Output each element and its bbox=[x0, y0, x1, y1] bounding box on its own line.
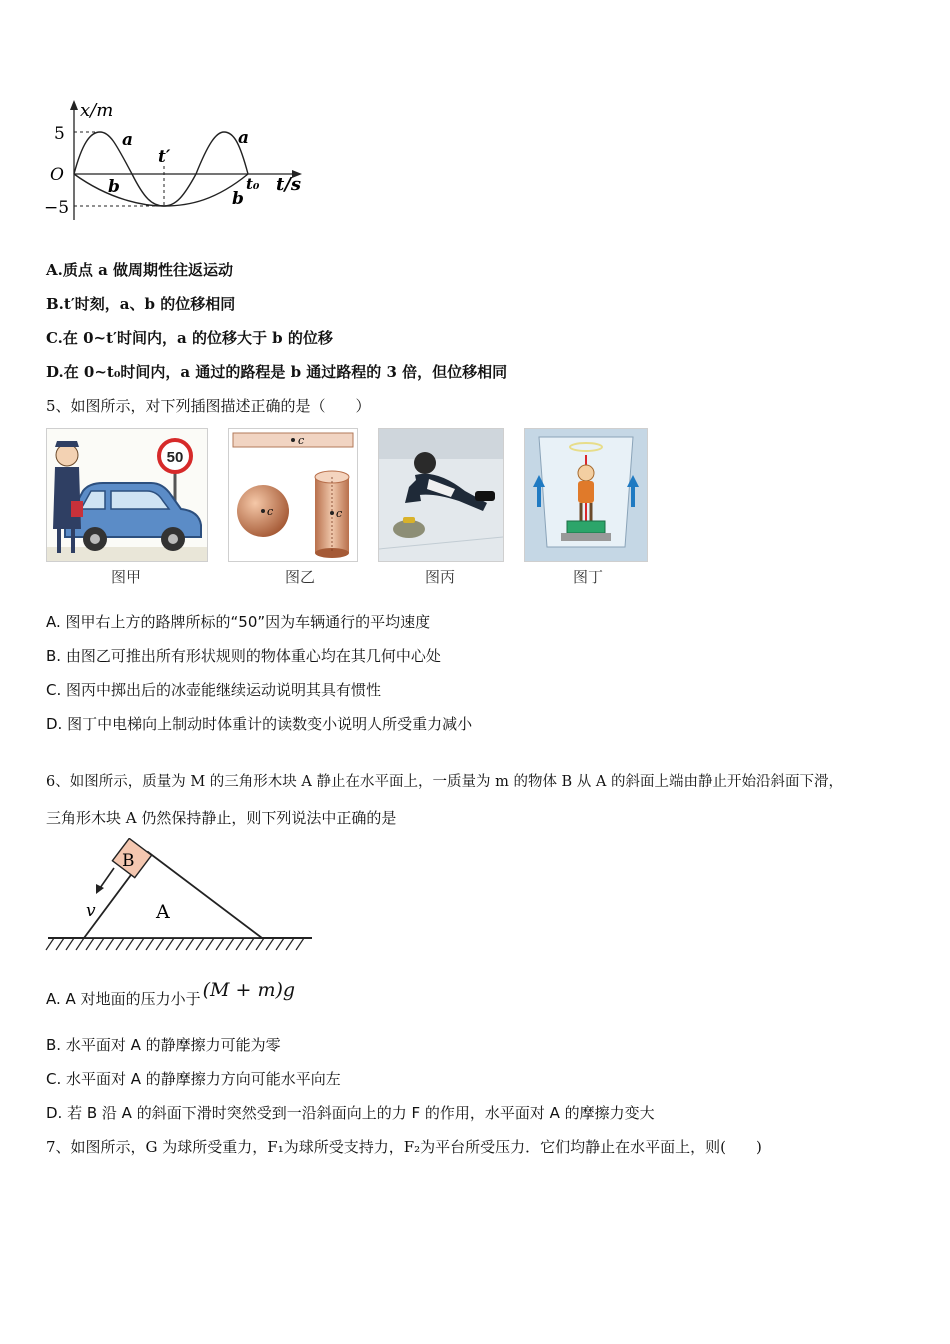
q4-option-c: C.在 0~t′时间内，a 的位移大于 b 的位移 bbox=[46, 329, 333, 347]
wedge-a bbox=[84, 852, 262, 938]
t-zero-label: t₀ bbox=[246, 175, 260, 193]
q6-option-a-formula: (M + m)g bbox=[202, 979, 296, 1001]
x-t-graph bbox=[40, 96, 320, 232]
cylinder-center-label: c bbox=[336, 507, 343, 520]
y-axis-label: x/m bbox=[80, 100, 114, 121]
q4-option-a: A.质点 a 做周期性往返运动 bbox=[46, 261, 234, 279]
q6-option-a-text: A. A 对地面的压力小于 bbox=[46, 990, 201, 1008]
q5-option-d: D. 图丁中电梯向上制动时体重计的读数变小说明人所受重力减小 bbox=[46, 715, 473, 733]
caption-jia: 图甲 bbox=[110, 568, 141, 586]
curve-b bbox=[74, 174, 248, 206]
y-tick-plus5: 5 bbox=[54, 124, 65, 144]
center-of-gravity-illustration bbox=[229, 429, 357, 561]
q7-stem: 7、如图所示，G 为球所受重力，F₁为球所受支持力，F₂为平台所受压力．它们均静止在水平面上，则( ) bbox=[46, 1138, 762, 1156]
figure-yi bbox=[228, 428, 358, 562]
curve-b-label-1: b bbox=[108, 177, 120, 197]
velocity-label: v bbox=[86, 901, 96, 921]
curve-a bbox=[74, 132, 248, 206]
x-axis-label: t/s bbox=[276, 174, 302, 195]
sphere-center-label: c bbox=[267, 505, 274, 518]
figure-jia bbox=[46, 428, 208, 562]
wedge-figure bbox=[44, 838, 320, 956]
rod-center-label: c bbox=[298, 434, 305, 447]
q5-option-a: A. 图甲右上方的路牌所标的“50”因为车辆通行的平均速度 bbox=[46, 613, 431, 631]
q6-option-d: D. 若 B 沿 A 的斜面下滑时突然受到一沿斜面向上的力 F 的作用，水平面对 A 的摩擦力变大 bbox=[46, 1104, 655, 1122]
caption-ding: 图丁 bbox=[572, 568, 603, 586]
velocity-arrowhead-icon bbox=[96, 884, 104, 894]
origin-label: O bbox=[50, 165, 64, 185]
t-prime-label: t′ bbox=[158, 147, 171, 167]
curve-a-label-1: a bbox=[122, 130, 134, 150]
q5-stem: 5、如图所示，对下列插图描述正确的是（ ） bbox=[46, 397, 371, 415]
q6-option-b: B. 水平面对 A 的静摩擦力可能为零 bbox=[46, 1036, 281, 1054]
block-b-label: B bbox=[122, 851, 135, 871]
q4-option-b: B.t′时刻，a、b 的位移相同 bbox=[46, 295, 236, 313]
curve-a-label-2: a bbox=[238, 128, 250, 148]
q6-option-a bbox=[46, 979, 296, 1009]
q6-stem-line1: 6、如图所示，质量为 M 的三角形木块 A 静止在水平面上，一质量为 m 的物体 B 从 A 的斜面上端由静止开始沿斜面下滑， bbox=[46, 774, 844, 790]
q6-option-c: C. 水平面对 A 的静摩擦力方向可能水平向左 bbox=[46, 1070, 341, 1088]
scale-icon bbox=[567, 521, 605, 533]
q5-option-b: B. 由图乙可推出所有形状规则的物体重心均在其几何中心处 bbox=[46, 647, 441, 665]
figure-ding bbox=[524, 428, 648, 562]
y-tick-minus5: −5 bbox=[44, 198, 70, 218]
q6-stem-line2: 三角形木块 A 仍然保持静止，则下列说法中正确的是 bbox=[46, 809, 397, 827]
curve-b-label-2: b bbox=[232, 189, 244, 209]
speed-sign-value: 50 bbox=[166, 449, 184, 466]
figure-bing bbox=[378, 428, 504, 562]
caption-bing: 图丙 bbox=[424, 568, 455, 586]
y-axis-arrow bbox=[70, 100, 78, 110]
elevator-illustration bbox=[525, 429, 647, 561]
q5-option-c: C. 图丙中掷出后的冰壶能继续运动说明其具有惯性 bbox=[46, 681, 382, 699]
curling-illustration bbox=[379, 429, 503, 561]
wedge-a-label: A bbox=[156, 901, 170, 923]
velocity-arrow bbox=[100, 868, 114, 888]
caption-yi: 图乙 bbox=[284, 568, 315, 586]
car-illustration bbox=[47, 429, 207, 561]
q4-option-d: D.在 0~t₀时间内，a 通过的路程是 b 通过路程的 3 倍，但位移相同 bbox=[46, 363, 508, 381]
